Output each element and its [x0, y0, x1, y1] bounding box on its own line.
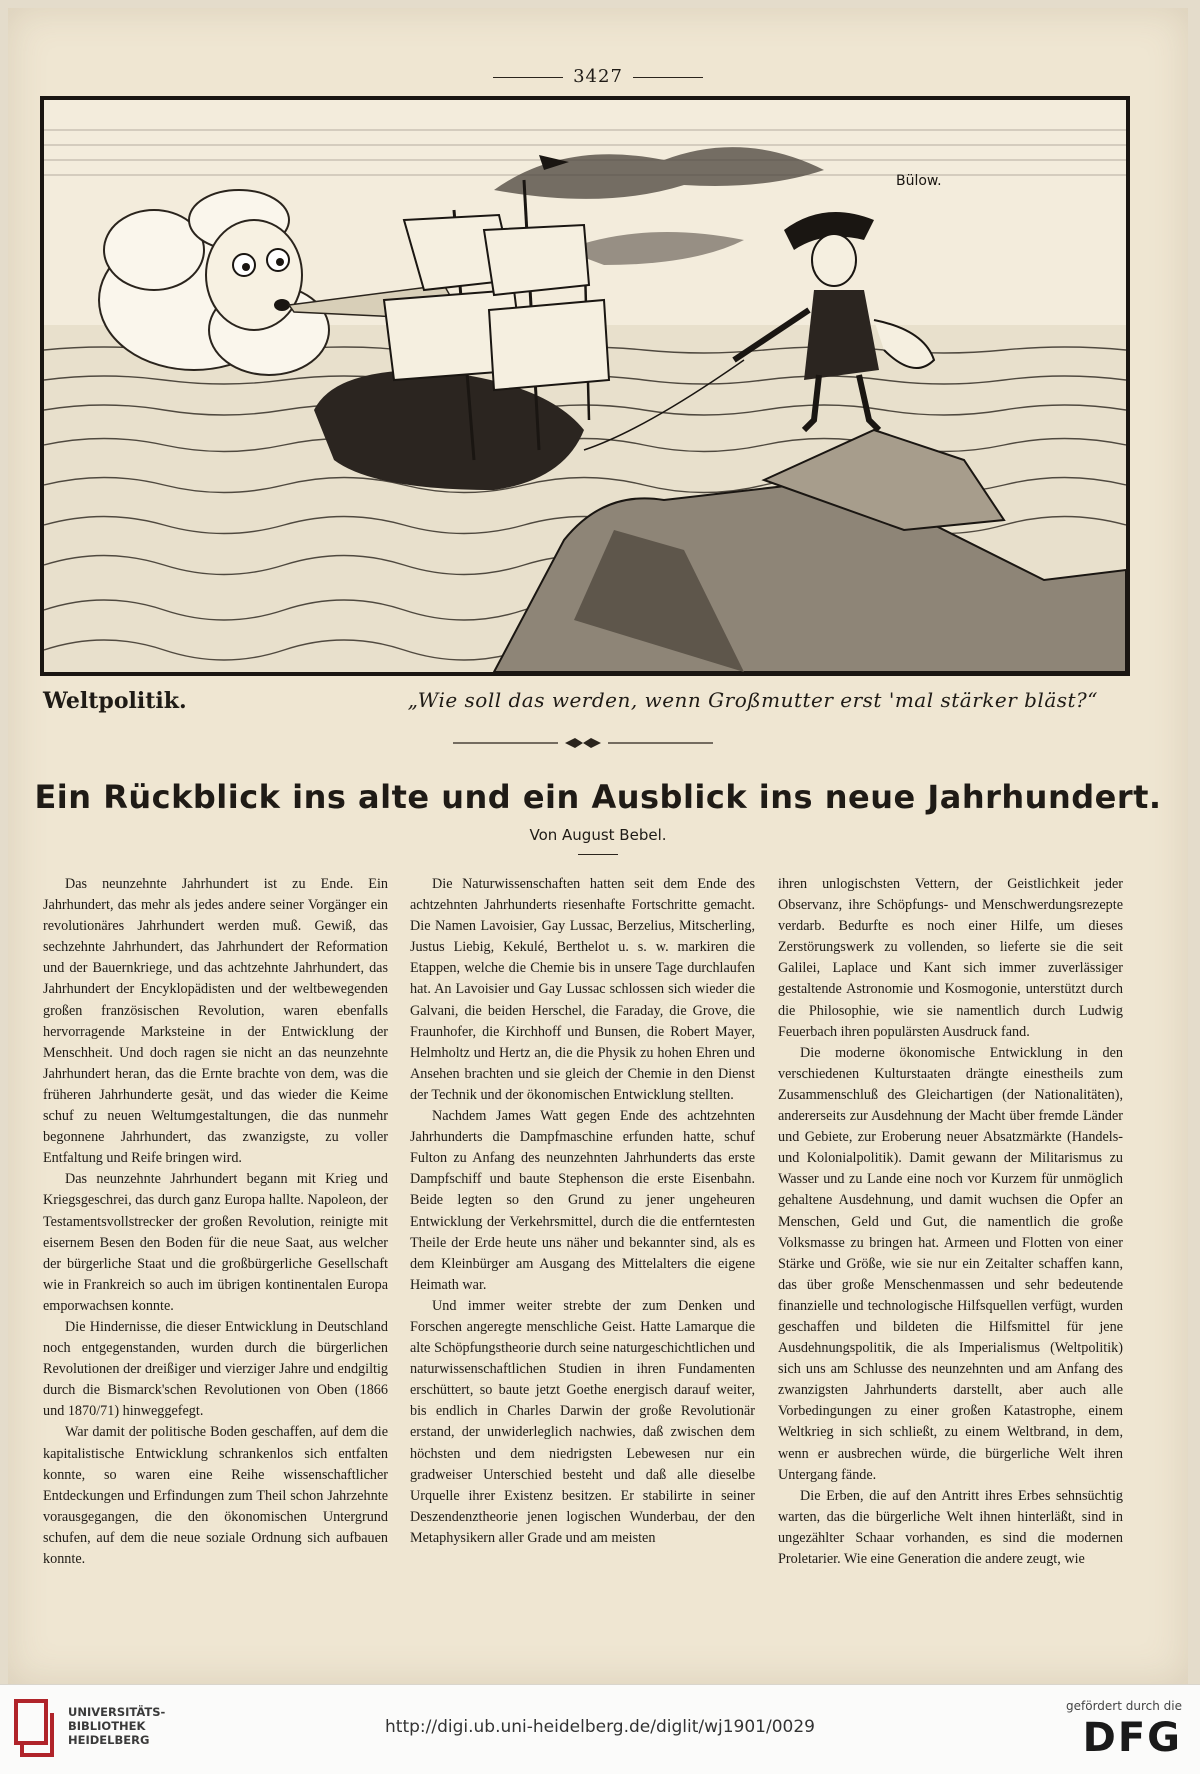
paragraph: Das neunzehnte Jahrhundert begann mit Krieg und Kriegsgeschrei, das durch ganz Europa hallte. Napoleon, der Testamentsvollstrecker der großen Revolution, reinigte mit eisernem Besen den Boden für die neue Saat, aus welcher der bürgerliche Staat und die großbürgerliche Gesellschaft wie in Frankreich so auch im übrigen kontinentalen Europa emporwachsen konnte. [43, 1171, 388, 1314]
footer-bar [0, 1684, 1200, 1774]
paragraph: Die Hindernisse, die dieser Entwicklung in Deutschland noch entgegenstanden, wurden durch die bürgerlichen Revolutionen der dreißiger und vierziger Jahre und endgiltig durch die Bismarck'schen Revolutionen von Oben (1866 und 1870/71) hinweggefegt. [43, 1318, 388, 1420]
text-column-3 [778, 874, 1123, 1570]
page-number-text: 3427 [573, 66, 623, 87]
paragraph: Und immer weiter strebte der zum Denken und Forschen angeregte menschliche Geist. Hatte Lamarque die alte Schöpfungstheorie durch seine naturgeschichtlichen und naturwissenschaftlichen Studien in ihren Fundamenten erschüttert, so baute jetzt Goethe energisch darauf weiter, bis endlich in Charles Darwin der große Revolutionär erstand, der unwiderleglich nachwies, daß zwischen dem höchsten und dem niedrigsten Lebewesen nur ein gradweiser Unterschied besteht und daß alle dieselbe Urquelle ihrer Existenz besitzen. Er stabilirte in seiner Deszendenztheorie jenen logischen Wunderbau, der den Metaphysikern aller Grade und am meisten [410, 1297, 755, 1546]
paragraph: Das neunzehnte Jahrhundert ist zu Ende. Ein Jahrhundert, das mehr als jedes andere seiner Vorgänger ein revolutionäres Jahrhundert werden muß. Gewiß, das sechzehnte Jahrhundert, das Jahrhundert der Reformation und der Bauernkriege, und das achtzehnte Jahrhundert, das Jahrhundert der Encyklopädisten und der weltbewegenden großen französischen Revolution, waren ebenfalls hervorragende Marksteine in der Entwicklung der Menschheit. Und doch ragen sie nicht an das neunzehnte Jahrhundert heran, das die Ernte brachte von dem, was die früheren Jahrhunderte gesät, und das wieder die Keime schuf zu neuen Weltumgestaltungen, die das nunmehr begonnene Jahrhundert, das zwanzigste, zu voller Entfaltung und Reife bringen wird. [43, 876, 388, 1167]
university-line-3: HEIDELBERG [68, 1733, 150, 1747]
source-url-link[interactable]: http://digi.ub.uni-heidelberg.de/diglit/wj1901/0029 [385, 1717, 815, 1737]
scanned-page [8, 8, 1188, 1684]
sailing-ship [314, 155, 609, 490]
university-line-2: BIBLIOTHEK [68, 1719, 146, 1733]
university-line-1: UNIVERSITÄTS- [68, 1705, 166, 1719]
paragraph: War damit der politische Boden geschaffen, auf dem die kapitalistische Entwicklung schrankenlos sich entfalten konnte, so waren eine Reihe wissenschaftlicher Entdeckungen und Erfindungen zum Theil schon Jahrzehnte vorausgegangen, die den ökonomischen Untergrund schufen, auf dem die neue soziale Ordnung sich aufbauen konnte. [43, 1424, 388, 1567]
page-number [8, 66, 1188, 87]
author-ornament [578, 854, 618, 855]
paragraph: ihren unlogischsten Vettern, der Geistlichkeit jeder Observanz, ihre Schöpfungs- und Menschwerdungsrezepte verdarb. Bedurfte es noch einer Hilfe, um dieses Zerstörungswerk zu vollenden, so lieferte sie die seit Galilei, Laplace und Kant sich immer zuverlässiger gestaltende Astronomie und Kosmogonie, unterstützt durch die Philosophie, wie sie namentlich durch Ludwig Feuerbach ihren populärsten Ausdruck fand. [778, 876, 1123, 1040]
text-column-1 [43, 874, 388, 1570]
text-column-2 [410, 874, 755, 1549]
cartoon-illustration [40, 96, 1130, 676]
cartoon-caption-quote: „Wie soll das werden, wenn Großmutter erst 'mal stärker bläst?“ [407, 688, 1098, 712]
paragraph: Nachdem James Watt gegen Ende des achtzehnten Jahrhunderts die Dampfmaschine erfunden hatte, schuf Fulton zu Anfang des neunzehnten Jahrhunderts das erste Dampfschiff und baute Stephenson die erste Eisenbahn. Beide legten so den Grund zu jener ungeheuren Entwicklung der Verkehrsmittel, durch die die entferntesten Theile der Erde heute uns näher und bekannter sind, als es dem Kleinbürger am Ausgang des Mittelalters die eigene Heimath war. [410, 1108, 755, 1293]
section-divider [453, 736, 713, 750]
ornament-left [493, 77, 563, 78]
artist-signature: Bülow. [896, 173, 942, 189]
paragraph: Die Naturwissenschaften hatten seit dem Ende des achtzehnten Jahrhunderts riesenhafte Fortschritte gemacht. Die Namen Lavoisier, Gay Lussac, Berzelius, Mitscherling, Justus Liebig, Kekulé, Berthelot u. s. w. markiren die Etappen, welche die Chemie bis in unsere Tage durchlaufen hat. An Lavoisier und Gay Lussac schlossen sich wieder die Galvani, die beiden Herschel, die Faraday, die Grove, die Fraunhofer, die Kirchhoff und Bunsen, die Robert Mayer, Helmholtz und Hertz an, die die Physik zu hohen Ehren und Ansehen brachten und sie gleich der Chemie in den Dienst der Technik und der ökonomischen Entwicklung stellten. [410, 876, 755, 1103]
paragraph: Die moderne ökonomische Entwicklung in den verschiedenen Kulturstaaten drängte einestheils zum Zusammenschluß des Gleichartigen (der Nationalitäten), andererseits zur Ausdehnung der Macht über fremde Länder und Gebiete, zur Eroberung neuer Absatzmärkte (Handels- und Kolonialpolitik). Damit gewann der Militarismus zu Wasser und zu Lande eine noch vor Kurzem für unmöglich gehaltene Ausdehnung, und damit wuchsen die Opfer an Menschen, Geld und Gut, die namentlich die große Volksmasse zu bringen hat. Armeen und Flotten von einer Stärke und Größe, wie sie nur ein Zeitalter schaffen kann, das über große Menschenmassen und sehr bedeutende finanzielle und technologische Hilfsquellen verfügt, wurden geschaffen und bildeten die Hilfsmittel für jene Ausdehnungspolitik, die als Imperialismus (Weltpolitik) sich uns am Schlusse des neunzehnten und am Anfang des zwanzigsten Jahrhunderts darstellt, aber auch alle Vorbedingungen zu einer großen Katastrophe, einem Weltkrieg in sich schließt, zu einem Weltbrand, in dem, wenn er ausbrechen würde, die bürgerliche Welt ihren Untergang fände. [778, 1044, 1123, 1483]
ornament-right [633, 77, 703, 78]
grandmother-cloud [99, 190, 329, 375]
article-title: Ein Rückblick ins alte und ein Ausblick ins neue Jahrhundert. [34, 778, 1162, 816]
article-author: Von August Bebel. [529, 826, 667, 844]
dfg-logo: DFG [1082, 1715, 1182, 1761]
paragraph: Die Erben, die auf den Antritt ihres Erbes sehnsüchtig warten, das die bürgerliche Welt ihnen hinterläßt, sind in ungezählter Schaar vorhanden, es sind die modernen Proletarier. Wie eine Generation die andere zeugt, wie [778, 1487, 1123, 1567]
cartoon-drawing [44, 100, 1126, 672]
cartoon-caption-title: Weltpolitik. [43, 688, 187, 714]
funded-by-label: gefördert durch die [1066, 1699, 1182, 1713]
